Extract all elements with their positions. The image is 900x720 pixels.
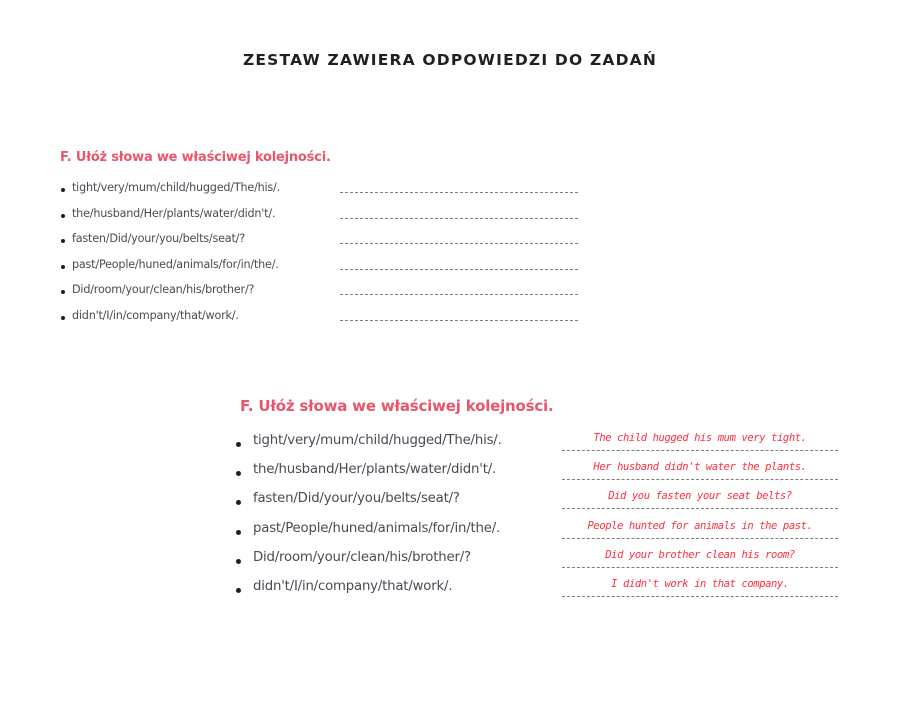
answer-text: Did you fasten your seat belts? [608,490,792,503]
list-item [240,459,850,488]
exercise-list [60,178,590,331]
word-prompt: past/People/huned/animals/for/in/the/. [253,520,501,536]
exercise-answers [240,397,850,607]
exercise-blank [60,150,590,330]
bullet-icon [61,188,65,192]
answer-line [562,567,838,568]
bullet-icon [236,442,241,447]
word-prompt: Did/room/your/clean/his/brother/? [72,283,255,296]
list-item [240,488,850,517]
bullet-icon [61,214,65,218]
answer-blank-line [340,192,578,193]
list-item [60,178,590,204]
answer-text: The child hugged his mum very tight. [593,432,807,444]
page-title: ZESTAW ZAWIERA ODPOWIEDZI DO ZADAŃ [242,51,658,69]
answer-line [562,508,838,509]
list-item [60,306,590,332]
list-item [60,255,590,281]
answer-line [562,596,838,597]
answer-blank-line [340,218,578,219]
answer-line [562,538,838,539]
bullet-icon [236,559,241,564]
word-prompt: tight/very/mum/child/hugged/The/his/. [253,433,502,448]
list-item [240,576,850,605]
answer-text: People hunted for animals in the past. [587,519,813,532]
word-prompt: the/husband/Her/plants/water/didn't/. [72,206,276,220]
exercise-heading: F. Ułóż słowa we właściwej kolejności. [240,397,554,415]
answer-text: I didn't work in that company. [611,577,789,590]
answer-blank-line [340,269,578,270]
answer-text: Did your brother clean his room? [605,548,795,561]
answer-line [562,450,838,451]
word-prompt: Did/room/your/clean/his/brother/? [253,549,471,565]
list-item [240,430,850,459]
exercise-list [240,430,850,605]
list-item [240,547,850,576]
bullet-icon [61,316,65,320]
bullet-icon [236,530,241,535]
answer-blank-line [340,320,578,321]
bullet-icon [61,265,65,269]
answer-blank-line [340,294,578,295]
word-prompt: fasten/Did/your/you/belts/seat/? [253,491,460,507]
word-prompt: the/husband/Her/plants/water/didn't/. [253,462,497,478]
answer-line [562,479,838,480]
answer-blank-line [340,243,578,244]
list-item [60,280,590,306]
exercise-heading: F. Ułóż słowa we właściwej kolejności. [60,150,331,165]
word-prompt: fasten/Did/your/you/belts/seat/? [72,232,245,245]
word-prompt: didn't/I/in/company/that/work/. [253,578,453,594]
word-prompt: didn't/I/in/company/that/work/. [72,308,239,322]
bullet-icon [61,239,65,243]
bullet-icon [236,588,241,593]
list-item [60,204,590,230]
list-item [240,518,850,547]
bullet-icon [61,290,65,294]
word-prompt: past/People/huned/animals/for/in/the/. [72,257,279,271]
bullet-icon [236,500,241,505]
word-prompt: tight/very/mum/child/hugged/The/his/. [72,181,280,194]
bullet-icon [236,471,241,476]
list-item [60,229,590,255]
answer-text: Her husband didn't water the plants. [593,461,807,474]
